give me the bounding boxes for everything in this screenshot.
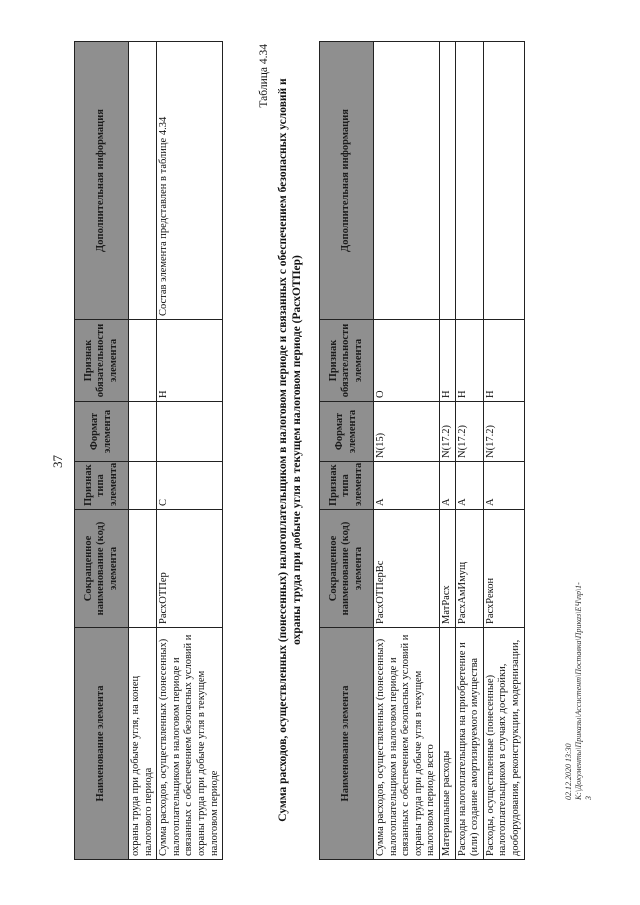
header-required: Признак обязательности элемента xyxy=(320,320,374,402)
header-type: Признак типа элемента xyxy=(75,462,129,510)
cell-type: А xyxy=(455,462,483,510)
header-code: Сокращенное наименование (код) элемента xyxy=(320,510,374,628)
cell-name: Сумма расходов, осуществленных (понесенных) налогоплательщиком в налоговом периоде и связанных с обеспечением безопасных условий и охраны труда при добыче угля в текущем налоговом периоде всего xyxy=(374,628,440,860)
header-format: Формат элемента xyxy=(320,402,374,462)
cell-name: Сумма расходов, осуществленных (понесенных) налогоплательщиком в налоговом периоде и связанных с обеспечением безопасных условий и охраны труда при добыче угля в текущем налоговом периоде xyxy=(157,628,223,860)
header-format: Формат элемента xyxy=(75,402,129,462)
main-table xyxy=(319,41,525,860)
page-number: 37 xyxy=(50,455,65,468)
header-required: Признак обязательности элемента xyxy=(75,320,129,402)
cell-required: Н xyxy=(483,320,524,402)
cell-info xyxy=(129,42,157,320)
cell-info xyxy=(455,42,483,320)
cell-required: Н xyxy=(439,320,455,402)
cell-required: Н xyxy=(157,320,223,402)
cell-format: N(17.2) xyxy=(455,402,483,462)
cell-format: N(15) xyxy=(374,402,440,462)
header-code: Сокращенное наименование (код) элемента xyxy=(75,510,129,628)
cell-code: РасхАмИмущ xyxy=(455,510,483,628)
table-row xyxy=(374,42,440,860)
cell-info xyxy=(374,42,440,320)
table-row xyxy=(157,42,223,860)
cell-type: А xyxy=(439,462,455,510)
table-title: Сумма расходов, осуществленных (понесенных) налогоплательщиком в налоговом периоде и связанных с обеспечением безопасных условий и охраны труда при добыче угля в текущем налоговом периоде (РасхОТПер) xyxy=(277,78,304,822)
table-row xyxy=(483,42,524,860)
cell-required xyxy=(129,320,157,402)
cell-type: С xyxy=(157,462,223,510)
print-timestamp: 02.12.2020 13:30 xyxy=(564,743,573,800)
cell-type: А xyxy=(374,462,440,510)
header-info: Дополнительная информация xyxy=(320,42,374,320)
cell-name: Материальные расходы xyxy=(439,628,455,860)
cell-format: N(17.2) xyxy=(483,402,524,462)
header-type: Признак типа элемента xyxy=(320,462,374,510)
cell-info xyxy=(483,42,524,320)
table-row xyxy=(439,42,455,860)
cell-type xyxy=(129,462,157,510)
table-label: Таблица 4.34 xyxy=(258,44,270,108)
cell-required: Н xyxy=(455,320,483,402)
cell-code: РасхРекон xyxy=(483,510,524,628)
cell-format xyxy=(157,402,223,462)
file-path: К:\Документы\Приказы\Ассистент\Поставка\Приказ\ЕЧ\пр\1-3 xyxy=(574,582,593,800)
cell-code: МатРасх xyxy=(439,510,455,628)
cell-format xyxy=(129,402,157,462)
table-row xyxy=(455,42,483,860)
rotated-sheet xyxy=(44,40,604,860)
header-name: Наименование элемента xyxy=(75,628,129,860)
header-info: Дополнительная информация xyxy=(75,42,129,320)
cell-name: охраны труда при добыче угля, на конец налогового периода xyxy=(129,628,157,860)
cell-code xyxy=(129,510,157,628)
table-row xyxy=(129,42,157,860)
cell-required: О xyxy=(374,320,440,402)
cell-name: Расходы, осуществленные (понесенные) налогоплательщиком в случаях достройки, дооборудования, реконструкции, модернизации, xyxy=(483,628,524,860)
top-table xyxy=(74,41,223,860)
cell-name: Расходы налогоплательщика на приобретение и (или) создание амортизируемого имущества xyxy=(455,628,483,860)
cell-format: N(17.2) xyxy=(439,402,455,462)
cell-type: А xyxy=(483,462,524,510)
cell-info xyxy=(439,42,455,320)
header-name: Наименование элемента xyxy=(320,628,374,860)
cell-code: РасхОТПерВс xyxy=(374,510,440,628)
cell-info: Состав элемента представлен в таблице 4.34 xyxy=(157,42,223,320)
print-footer xyxy=(564,580,594,800)
cell-code: РасхОТПер xyxy=(157,510,223,628)
